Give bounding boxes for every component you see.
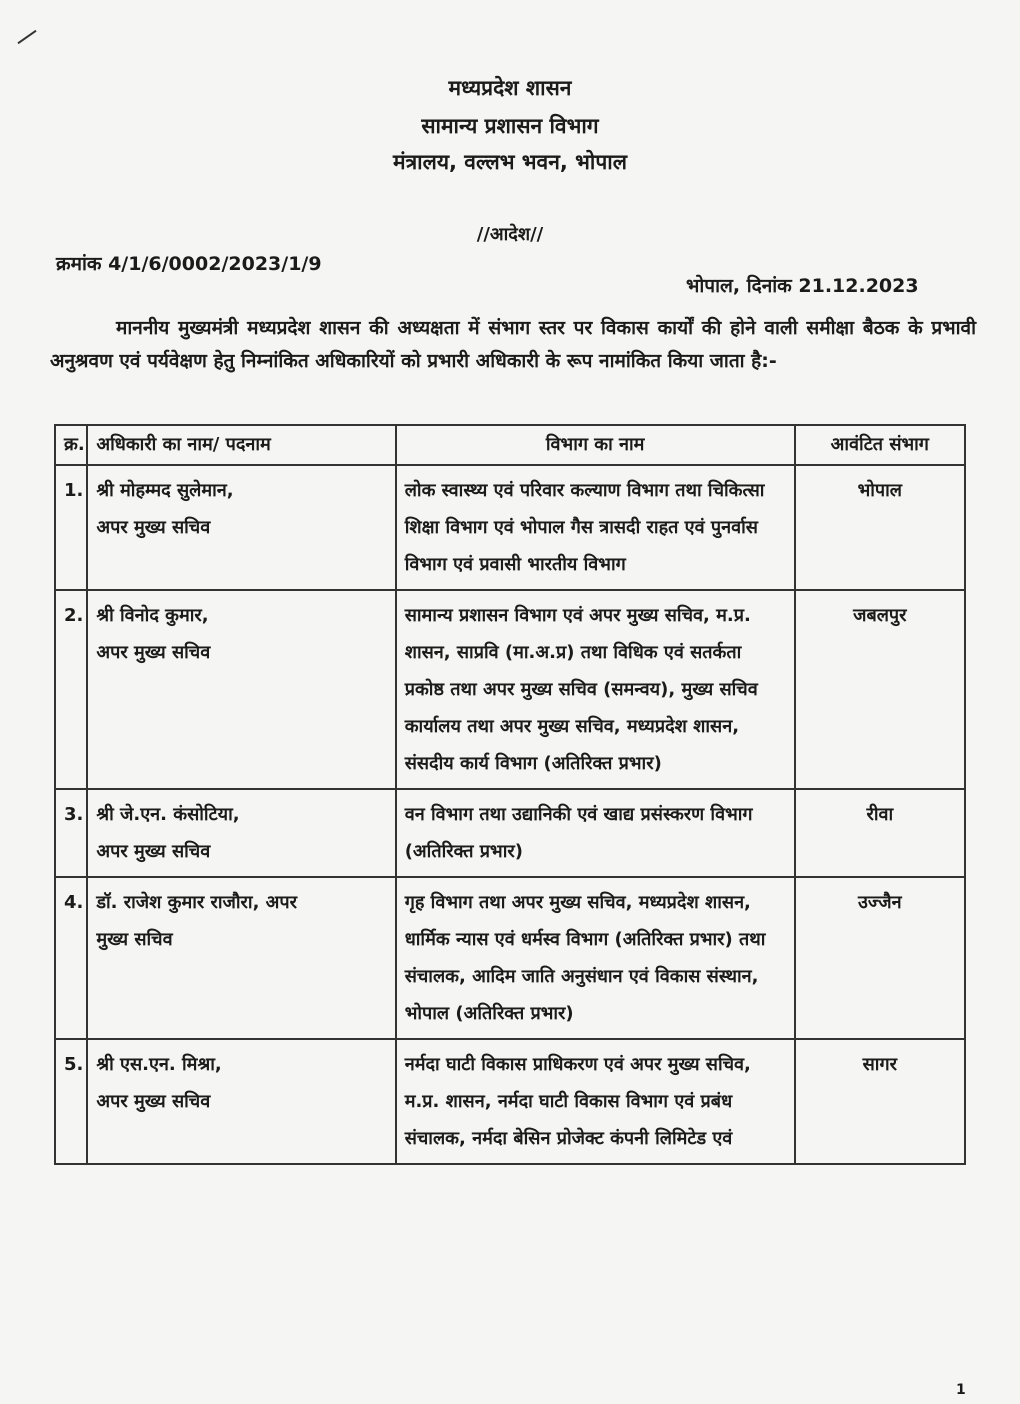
row-department: वन विभाग तथा उद्यानिकी एवं खाद्य प्रसंस्करण विभाग (अतिरिक्त प्रभार)	[396, 789, 795, 877]
row-department: सामान्य प्रशासन विभाग एवं अपर मुख्य सचिव, म.प्र. शासन, साप्रवि (मा.अ.प्र) तथा विधिक एवं सतर्कता प्रकोष्ठ तथा अपर मुख्य सचिव (समन्वय), मुख्य सचिव कार्यालय तथा अपर मुख्य सचिव, मध्यप्रदेश शासन, संसदीय कार्य विभाग (अतिरिक्त प्रभार)	[396, 590, 795, 789]
order-title: //आदेश//	[476, 224, 544, 245]
table-row	[55, 1039, 965, 1164]
table-header-row	[55, 425, 965, 465]
row-division: सागर	[795, 1039, 965, 1164]
row-division: जबलपुर	[795, 590, 965, 789]
officer-designation: मुख्य सचिव	[96, 929, 173, 950]
row-sn: 5.	[55, 1039, 87, 1164]
row-officer	[87, 789, 395, 877]
row-officer	[87, 877, 395, 1039]
page-number: 1	[956, 1382, 966, 1398]
officer-designation: अपर मुख्य सचिव	[96, 1091, 211, 1112]
officer-name: श्री जे.एन. कंसोटिया,	[96, 804, 240, 825]
row-sn: 1.	[55, 465, 87, 590]
row-officer	[87, 465, 395, 590]
table-row	[55, 590, 965, 789]
header-sn: क्र.	[55, 425, 87, 465]
table-row	[55, 789, 965, 877]
officer-name: श्री विनोद कुमार,	[96, 605, 209, 626]
officer-designation: अपर मुख्य सचिव	[96, 517, 211, 538]
row-division: उज्जैन	[795, 877, 965, 1039]
order-date: भोपाल, दिनांक 21.12.2023	[686, 275, 919, 297]
row-sn: 4.	[55, 877, 87, 1039]
table-row	[55, 877, 965, 1039]
officer-name: डॉ. राजेश कुमार राजौरा, अपर	[96, 892, 298, 913]
intro-paragraph: माननीय मुख्यमंत्री मध्यप्रदेश शासन की अध्यक्षता में संभाग स्तर पर विकास कार्यों की होने वाली समीक्षा बैठक के प्रभावी अनुश्रवण एवं पर्यवेक्षण हेतु निम्नांकित अधिकारियों को प्रभारी अधिकारी के रूप नामांकित किया जाता है:-	[50, 317, 976, 372]
officer-name: श्री एस.एन. मिश्रा,	[96, 1054, 222, 1075]
officer-designation: अपर मुख्य सचिव	[96, 642, 211, 663]
header-officer: अधिकारी का नाम/ पदनाम	[87, 425, 395, 465]
header-department: विभाग का नाम	[396, 425, 795, 465]
row-division: भोपाल	[795, 465, 965, 590]
officer-designation: अपर मुख्य सचिव	[96, 841, 211, 862]
order-number: क्रमांक 4/1/6/0002/2023/1/9	[56, 253, 322, 275]
header-department: सामान्य प्रशासन विभाग	[421, 114, 599, 138]
header-division: आवंटित संभाग	[795, 425, 965, 465]
row-sn: 3.	[55, 789, 87, 877]
officers-table	[54, 424, 966, 1165]
header-address: मंत्रालय, वल्लभ भवन, भोपाल	[393, 150, 627, 174]
row-sn: 2.	[55, 590, 87, 789]
row-department: गृह विभाग तथा अपर मुख्य सचिव, मध्यप्रदेश शासन, धार्मिक न्यास एवं धर्मस्व विभाग (अतिरिक्त प्रभार) तथा संचालक, आदिम जाति अनुसंधान एवं विकास संस्थान, भोपाल (अतिरिक्त प्रभार)	[396, 877, 795, 1039]
header-state: मध्यप्रदेश शासन	[448, 76, 572, 100]
row-officer	[87, 1039, 395, 1164]
officer-name: श्री मोहम्मद सुलेमान,	[96, 480, 234, 501]
row-department: नर्मदा घाटी विकास प्राधिकरण एवं अपर मुख्य सचिव, म.प्र. शासन, नर्मदा घाटी विकास विभाग एवं प्रबंध संचालक, नर्मदा बेसिन प्रोजेक्ट कंपनी लिमिटेड एवं	[396, 1039, 795, 1164]
row-department: लोक स्वास्थ्य एवं परिवार कल्याण विभाग तथा चिकित्सा शिक्षा विभाग एवं भोपाल गैस त्रासदी राहत एवं पुनर्वास विभाग एवं प्रवासी भारतीय विभाग	[396, 465, 795, 590]
row-division: रीवा	[795, 789, 965, 877]
row-officer	[87, 590, 395, 789]
table-row	[55, 465, 965, 590]
pen-mark	[17, 30, 36, 44]
